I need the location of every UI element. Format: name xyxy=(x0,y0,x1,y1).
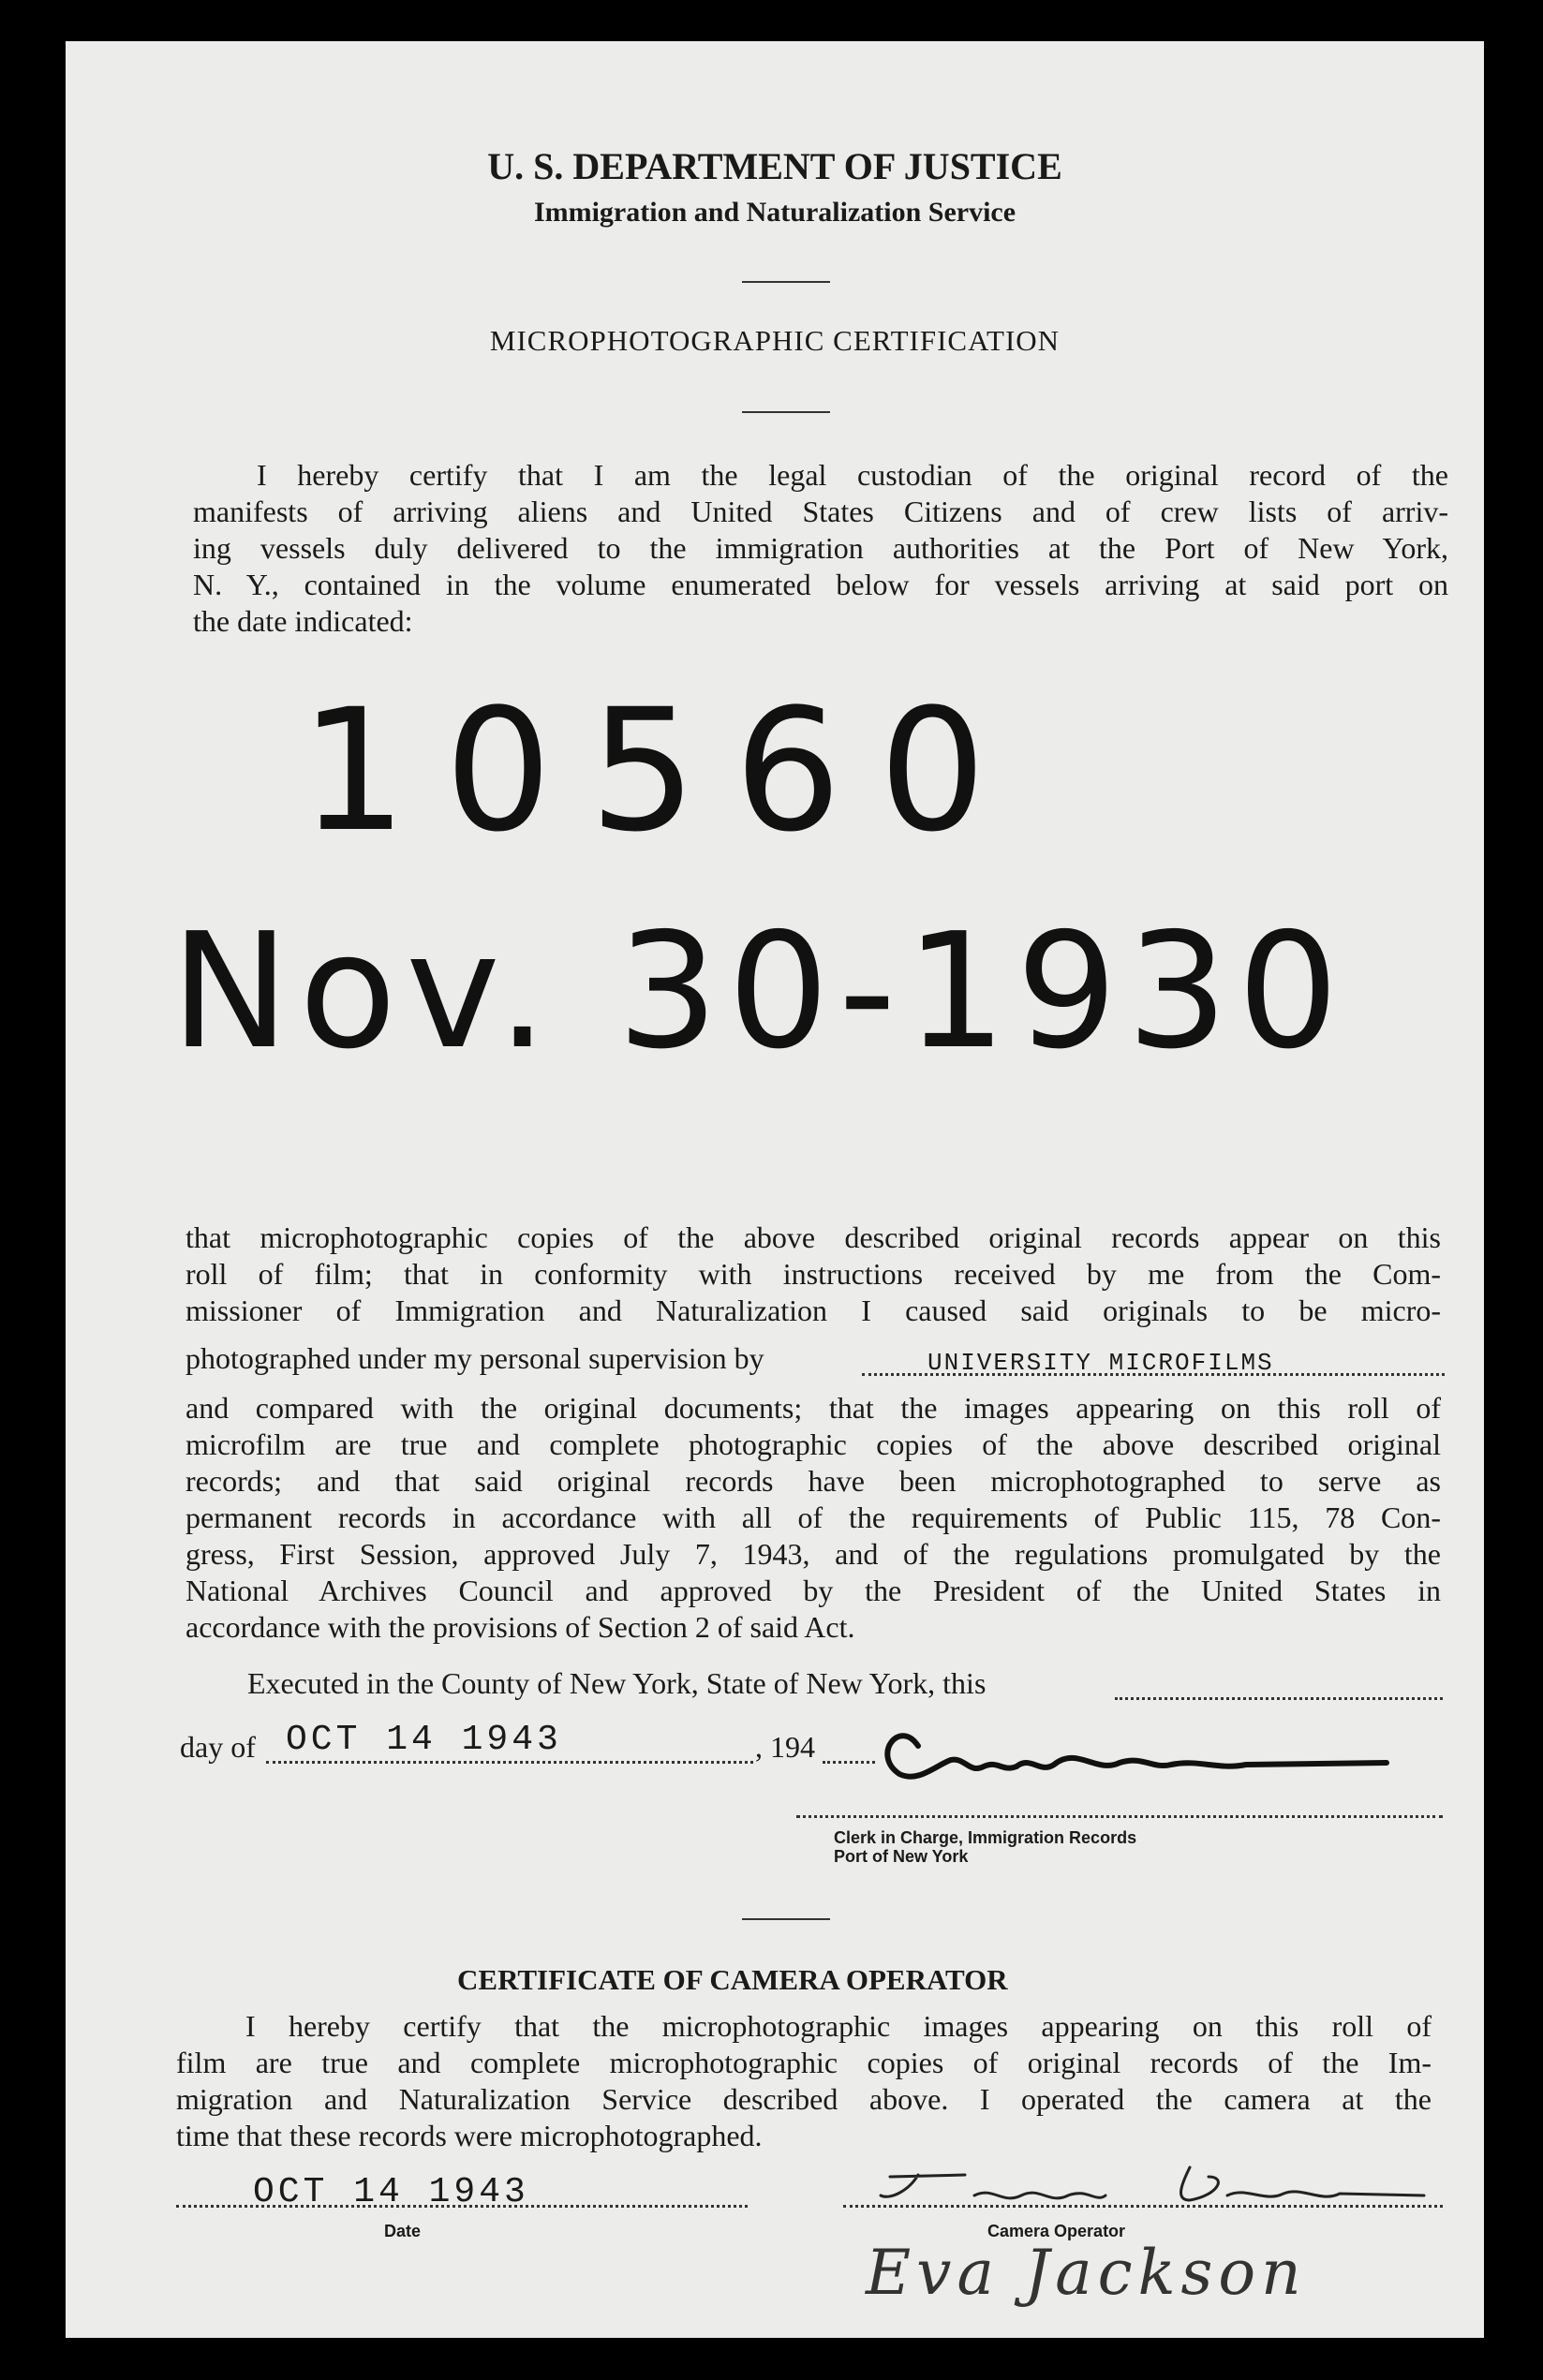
executed-dots xyxy=(1115,1697,1443,1700)
body-line: permanent records in accordance with all of the requirements of Public 115, 78 Con- xyxy=(185,1500,1441,1534)
service-subheading: Immigration and Naturalization Service xyxy=(533,197,1016,228)
date-dots xyxy=(176,2205,748,2208)
photographed-by-value: UNIVERSITY MICROFILMS xyxy=(927,1349,1274,1377)
photographed-by-line xyxy=(185,1340,764,1377)
operator-label: Camera Operator xyxy=(987,2222,1126,2240)
intro-line: N. Y., contained in the volume enumerated below for vessels arriving at said port on xyxy=(193,568,1448,601)
intro-line: I hereby certify that I am the legal custodian of the original record of the xyxy=(257,458,1448,492)
body-line: accordance with the provisions of Section 2 of said Act. xyxy=(185,1610,855,1644)
intro-line: ing vessels duly delivered to the immigration authorities at the Port of New York, xyxy=(193,531,1448,565)
section-divider xyxy=(742,1918,830,1920)
operator-line: migration and Naturalization Service described above. I operated the camera at the xyxy=(176,2082,1432,2116)
body-line: and compared with the original documents; that the images appearing on this roll of xyxy=(185,1391,1441,1425)
date-label: Date xyxy=(384,2222,422,2240)
body-line: microfilm are true and complete photographic copies of the above described original xyxy=(185,1427,1441,1461)
certificate-page xyxy=(66,41,1484,2338)
body-line: that microphotographic copies of the above described original records appear on this xyxy=(185,1220,1441,1254)
year-prefix: , 194 xyxy=(755,1730,815,1764)
executed-date-stamp: OCT 14 1943 xyxy=(286,1720,562,1760)
operator-signature-dots xyxy=(843,2205,1443,2208)
intro-paragraph xyxy=(193,457,1448,640)
intro-line: the date indicated: xyxy=(193,604,413,638)
day-of-label: day of xyxy=(180,1730,256,1764)
body-line: roll of film; that in conformity with instructions received by me from the Com- xyxy=(185,1257,1441,1291)
body-line: National Archives Council and approved by the President of the United States in xyxy=(185,1574,1441,1607)
form-title: MICROPHOTOGRAPHIC CERTIFICATION xyxy=(489,324,1061,357)
title-divider xyxy=(742,411,830,413)
operator-line: I hereby certify that the microphotographic images appearing on this roll of xyxy=(245,2009,1432,2043)
operator-line: film are true and complete microphotographic copies of original records of the Im- xyxy=(176,2046,1432,2079)
camera-operator-paragraph xyxy=(176,2008,1432,2154)
intro-line: manifests of arriving aliens and United States Citizens and of crew lists of arriv- xyxy=(193,495,1448,528)
volume-date: Nov. 30-1930 xyxy=(171,899,1348,1085)
clerk-signature-dots xyxy=(796,1815,1443,1818)
day-of-dots xyxy=(266,1761,753,1764)
body-paragraph xyxy=(185,1220,1441,1329)
operator-line: time that these records were microphotographed. xyxy=(176,2119,763,2152)
body-paragraph-continued xyxy=(185,1390,1441,1646)
body-line: records; and that said original records have been microphotographed to serve as xyxy=(185,1464,1441,1498)
body-line: gress, First Session, approved July 7, 1943, and of the regulations promulgated by the xyxy=(185,1537,1441,1571)
clerk-signature xyxy=(862,1718,1424,1793)
body-line: missioner of Immigration and Naturalization I caused said originals to be micro- xyxy=(185,1293,1441,1327)
operator-name-handwritten: Eva Jackson xyxy=(866,2237,1307,2309)
header-divider xyxy=(742,281,830,283)
executed-line: Executed in the County of New York, State of New York, this xyxy=(247,1666,987,1700)
clerk-title: Clerk in Charge, Immigration Records xyxy=(834,1828,1137,1847)
operator-date-stamp: OCT 14 1943 xyxy=(253,2172,529,2212)
department-heading: U. S. DEPARTMENT OF JUSTICE xyxy=(487,145,1062,187)
photographed-by-prefix: photographed under my personal supervision by xyxy=(185,1341,764,1375)
clerk-location: Port of New York xyxy=(834,1847,969,1866)
camera-operator-title: CERTIFICATE OF CAMERA OPERATOR xyxy=(457,1963,1008,1996)
volume-number: 10560 xyxy=(300,673,1024,869)
